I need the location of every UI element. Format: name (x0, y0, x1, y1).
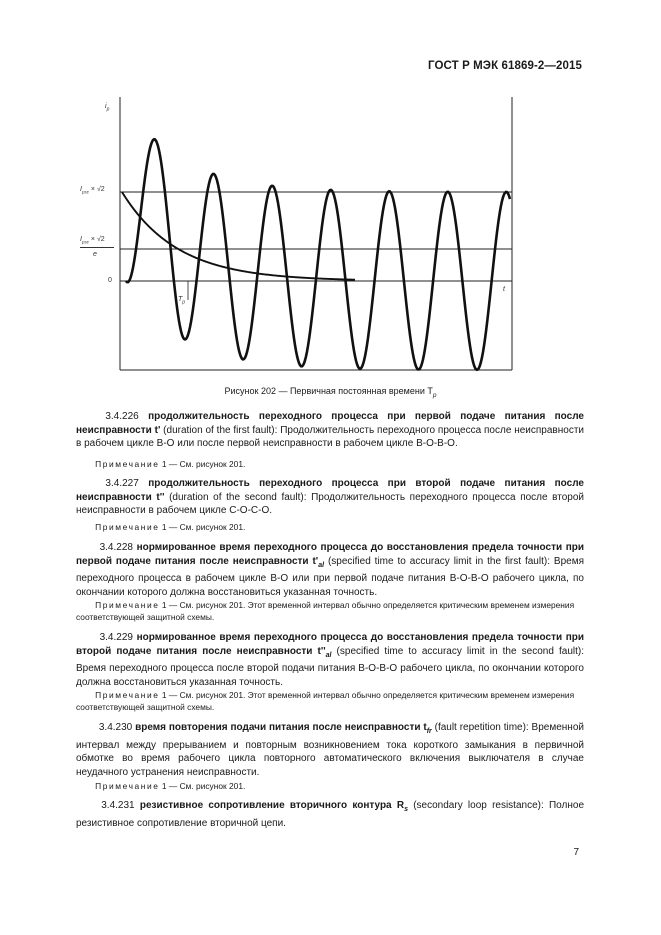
section-definition: : Продолжительность переходного процесса после неисправности в рабочем цикле В-О или после первой неисправности в рабочем цикле В-О-В-О. (76, 424, 584, 449)
section-number: 3.4.231 (101, 800, 135, 811)
section-definition: : Время переходного процесса после второй подачи питания В-О-В-О рабочего цикла, по окончании которого должна восстановиться указанная точность. (76, 645, 584, 688)
section-3-4-228 (76, 541, 584, 599)
note-3-4-228: Примечание 1 — См. рисунок 201. Этот временной интервал обычно определяется критическим временем измерения соответствующей защитной схемы. (76, 600, 575, 622)
level-decay-denominator: e (93, 251, 97, 258)
section-term: время повторения подачи питания после неисправности t (135, 722, 427, 733)
section-number: 3.4.230 (98, 722, 133, 733)
section-number: 3.4.229 (99, 632, 133, 643)
section-3-4-226 (76, 410, 584, 451)
section-definition: : Время переходного процесса в рабочем цикле В-О или при первой подаче питания В-О-В-О рабочего цикла, по окончании которого должна восстановиться указанная точность. (76, 555, 584, 598)
section-number: 3.4.226 (105, 411, 139, 422)
note-3-4-226: Примечание 1 — См. рисунок 201. (95, 459, 246, 469)
term-subscript: al (325, 651, 332, 659)
section-3-4-231 (76, 799, 584, 830)
zero-label: 0 (108, 277, 112, 284)
level-peak-label: $I_{psc} \times √2$ (80, 186, 105, 195)
section-number: 3.4.227 (105, 478, 139, 489)
section-definition: : Полное резистивное сопротивление вторичной цепи. (76, 800, 585, 829)
section-english: (duration of the second fault) (164, 491, 304, 503)
figure-202 (0, 0, 661, 400)
section-term: нормированное время переходного процесса до восстановления предела точности при второй подаче питания после неисправности t'' (76, 632, 584, 657)
section-english: (duration of the first fault) (160, 424, 275, 436)
section-3-4-229 (76, 631, 584, 689)
section-number: 3.4.228 (99, 542, 133, 553)
y-axis-label: $i_p$ (105, 103, 110, 113)
page-number: 7 (573, 847, 579, 858)
section-3-4-227 (76, 477, 584, 518)
term-subscript: fr (426, 728, 432, 735)
section-definition: : Продолжительность переходного процесса после второй неисправности в рабочем цикле С-О-С-О. (76, 491, 584, 516)
section-english: (specified time to accuracy limit in the second fault) (331, 645, 582, 657)
section-english: (fault repetition time) (431, 722, 526, 733)
note-3-4-230: Примечание 1 — См. рисунок 201. (95, 781, 246, 791)
section-english: (secondary loop resistance) (407, 800, 541, 811)
primary-current-waveform (126, 139, 510, 370)
section-term: нормированное время переходного процесса до восстановления предела точности при первой подаче питания после неисправности t' (76, 542, 584, 567)
section-3-4-230 (76, 721, 584, 779)
note-3-4-229: Примечание 1 — См. рисунок 201. Этот временной интервал обычно определяется критическим временем измерения соответствующей защитной схемы. (76, 690, 575, 712)
level-decay-label: $I_{psc} \times √2$ (80, 236, 105, 245)
term-subscript: al (318, 561, 325, 569)
x-axis-label: t (503, 286, 505, 293)
primary-time-constant-plot (0, 0, 661, 400)
section-definition: : Временной интервал между прерыванием и повторным возникновением тока короткого замыкания в первичной обмотке во время рабочего цикла повторного автоматического включения выключателя в случае неудачного устранения неисправности. (76, 722, 584, 778)
fraction-bar (80, 247, 114, 248)
note-3-4-227: Примечание 1 — См. рисунок 201. (95, 522, 246, 532)
tp-label: $T_p$ (178, 296, 186, 306)
term-subscript: s (404, 806, 408, 813)
section-term: продолжительность переходного процесса при первой подаче питания после неисправности t' (76, 411, 584, 436)
section-term: продолжительность переходного процесса при второй подаче питания после неисправности t'' (76, 478, 584, 503)
figure-caption: Рисунок 202 — Первичная постоянная времени $T_p$ (224, 386, 437, 399)
standard-header: ГОСТ Р МЭК 61869-2—2015 (428, 60, 582, 72)
section-term: резистивное сопротивление вторичного контура R (139, 800, 405, 811)
section-english: (specified time to accuracy limit in the first fault) (324, 555, 548, 567)
